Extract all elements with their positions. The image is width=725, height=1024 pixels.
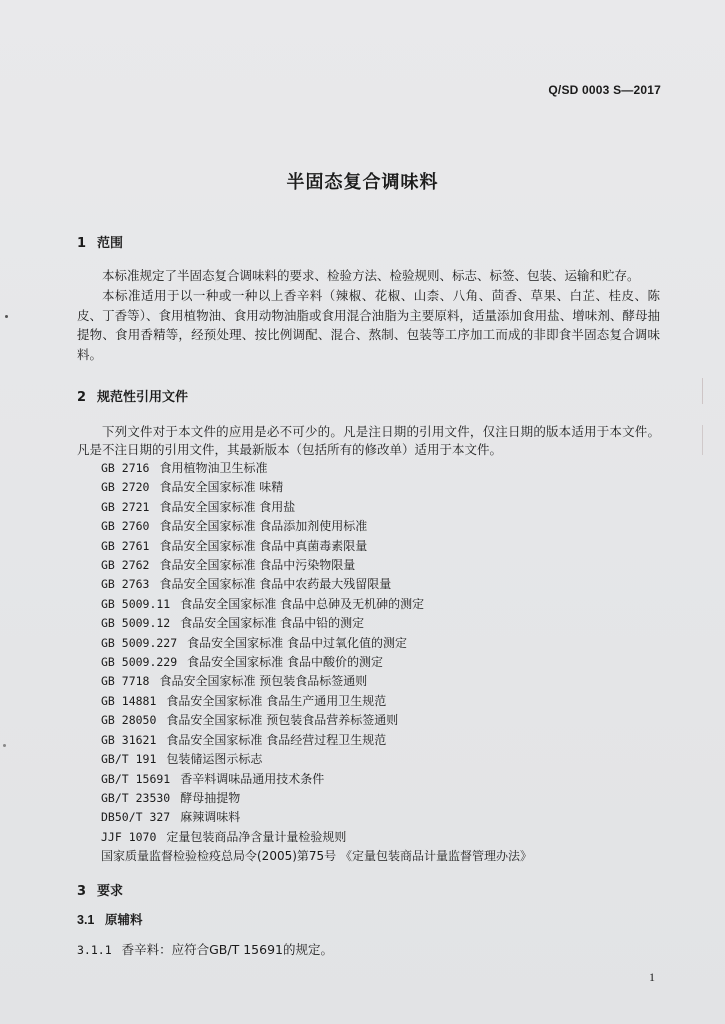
reference-title: 食品安全国家标准 预包装食品标签通则	[159, 674, 368, 689]
section-heading-normative	[77, 386, 188, 405]
subsection-number: 3.1	[77, 913, 95, 927]
reference-title: 食品安全国家标准 食品添加剂使用标准	[159, 519, 368, 534]
reference-code: GB 31621	[101, 732, 157, 747]
section-title: 要求	[97, 884, 124, 899]
scan-speck	[3, 744, 6, 747]
reference-code: GB 28050	[101, 713, 157, 728]
reference-item	[101, 711, 532, 730]
reference-code: GB 2720	[101, 480, 150, 495]
reference-title: 食品安全国家标准 食品中总砷及无机砷的测定	[180, 596, 425, 611]
reference-title: 食品安全国家标准 食品中农药最大残留限量	[159, 577, 392, 592]
reference-item	[101, 459, 532, 478]
scan-speck	[5, 315, 8, 318]
section-number: 1	[77, 236, 87, 251]
reference-code: GB 5009.229	[101, 655, 178, 670]
reference-item	[101, 575, 532, 594]
reference-code: GB 2721	[101, 499, 150, 514]
reference-code: DB50/T 327	[101, 810, 171, 825]
scope-paragraph-2: 本标准适用于以一种或一种以上香辛料（辣椒、花椒、山柰、八角、茴香、草果、白芷、桂皮、陈皮、丁香等）、食用植物油、食用动物油脂或食用混合油脂为主要原料，适量添加食用盐、增味剂、酵母抽提物、食用香精等，经预处理、按比例调配、混合、熬制、包装等工序加工而成的非即食半固态复合调味料。	[77, 288, 660, 362]
reference-title: 食品安全国家标准 食品经营过程卫生规范	[166, 732, 387, 747]
normative-intro: 下列文件对于本文件的应用是必不可少的。凡是注日期的引用文件，仅注日期的版本适用于本文件。凡是不注日期的引用文件，其最新版本（包括所有的修改单）适用于本文件。	[77, 424, 660, 457]
reference-title: 麻辣调味料	[180, 810, 241, 825]
reference-title: 食品安全国家标准 食品中污染物限量	[159, 558, 356, 573]
reference-code: GB 2761	[101, 538, 150, 553]
section-number: 2	[77, 390, 87, 405]
reference-code: GB/T 15691	[101, 771, 171, 786]
reference-item	[101, 808, 532, 827]
reference-item	[101, 672, 532, 691]
reference-code: GB/T 23530	[101, 790, 171, 805]
reference-code: GB 2762	[101, 558, 150, 573]
reference-item	[101, 653, 532, 672]
reference-title: 食品安全国家标准 食品中酸价的测定	[187, 655, 383, 670]
section-title: 范围	[97, 236, 124, 251]
reference-title: 食品安全国家标准 食品中铅的测定	[180, 616, 365, 631]
scan-bleed-mark	[702, 425, 725, 455]
reference-title: 国家质量监督检验检疫总局令(2005)第75号 《定量包装商品计量监督管理办法》	[101, 849, 532, 864]
reference-item	[101, 692, 532, 711]
reference-title: 食品安全国家标准 食品生产通用卫生规范	[166, 693, 387, 708]
reference-code: JJF 1070	[101, 829, 157, 844]
reference-title: 食品安全国家标准 食品中真菌毒素限量	[159, 538, 368, 553]
reference-code: GB/T 191	[101, 752, 157, 767]
reference-item	[101, 847, 532, 866]
subsection-title: 原辅料	[105, 912, 143, 927]
reference-item	[101, 556, 532, 575]
reference-item	[101, 750, 532, 769]
reference-code: GB 5009.11	[101, 596, 171, 611]
reference-item	[101, 770, 532, 789]
reference-code: GB 5009.12	[101, 616, 171, 631]
reference-title: 食品安全国家标准 味精	[159, 480, 284, 495]
section-heading-scope	[77, 232, 123, 251]
reference-item	[101, 789, 532, 808]
scan-bleed-mark	[702, 378, 725, 404]
reference-item	[101, 828, 532, 847]
reference-code: GB 7718	[101, 674, 150, 689]
reference-title: 食品安全国家标准 食用盐	[159, 499, 296, 514]
reference-code: GB 5009.227	[101, 635, 178, 650]
reference-list	[101, 459, 532, 867]
page-number: 1	[649, 970, 655, 984]
reference-item	[101, 634, 532, 653]
scope-paragraph-1: 本标准规定了半固态复合调味料的要求、检验方法、检验规则、标志、标签、包装、运输和贮存。	[102, 268, 640, 283]
clause-spices	[77, 940, 333, 958]
reference-item	[101, 731, 532, 750]
reference-title: 酵母抽提物	[180, 790, 241, 805]
section-number: 3	[77, 884, 87, 899]
reference-title: 定量包装商品净含量计量检验规则	[166, 829, 347, 844]
section-heading-requirements	[77, 880, 123, 899]
standard-code: Q/SD 0003 S—2017	[548, 83, 661, 97]
reference-title: 食用植物油卫生标准	[159, 461, 268, 475]
reference-title: 食品安全国家标准 食品中过氧化值的测定	[187, 635, 407, 650]
clause-number: 3.1.1	[77, 943, 112, 957]
reference-item	[101, 595, 532, 614]
reference-item	[101, 517, 532, 536]
reference-item	[101, 614, 532, 633]
section-title: 规范性引用文件	[97, 390, 189, 405]
reference-title: 包装储运图示标志	[166, 752, 263, 767]
reference-title: 食品安全国家标准 预包装食品营养标签通则	[166, 713, 399, 728]
reference-item	[101, 478, 532, 497]
reference-item	[101, 537, 532, 556]
reference-code: GB 2763	[101, 577, 150, 592]
reference-item	[101, 498, 532, 517]
reference-code: GB 14881	[101, 693, 157, 708]
reference-title: 香辛料调味品通用技术条件	[180, 771, 325, 786]
subsection-heading-materials	[77, 910, 143, 928]
document-title: 半固态复合调味料	[286, 172, 439, 193]
reference-code: GB 2716	[101, 461, 150, 475]
reference-code: GB 2760	[101, 519, 150, 534]
clause-text: 香辛料：应符合GB/T 15691的规定。	[121, 942, 333, 957]
